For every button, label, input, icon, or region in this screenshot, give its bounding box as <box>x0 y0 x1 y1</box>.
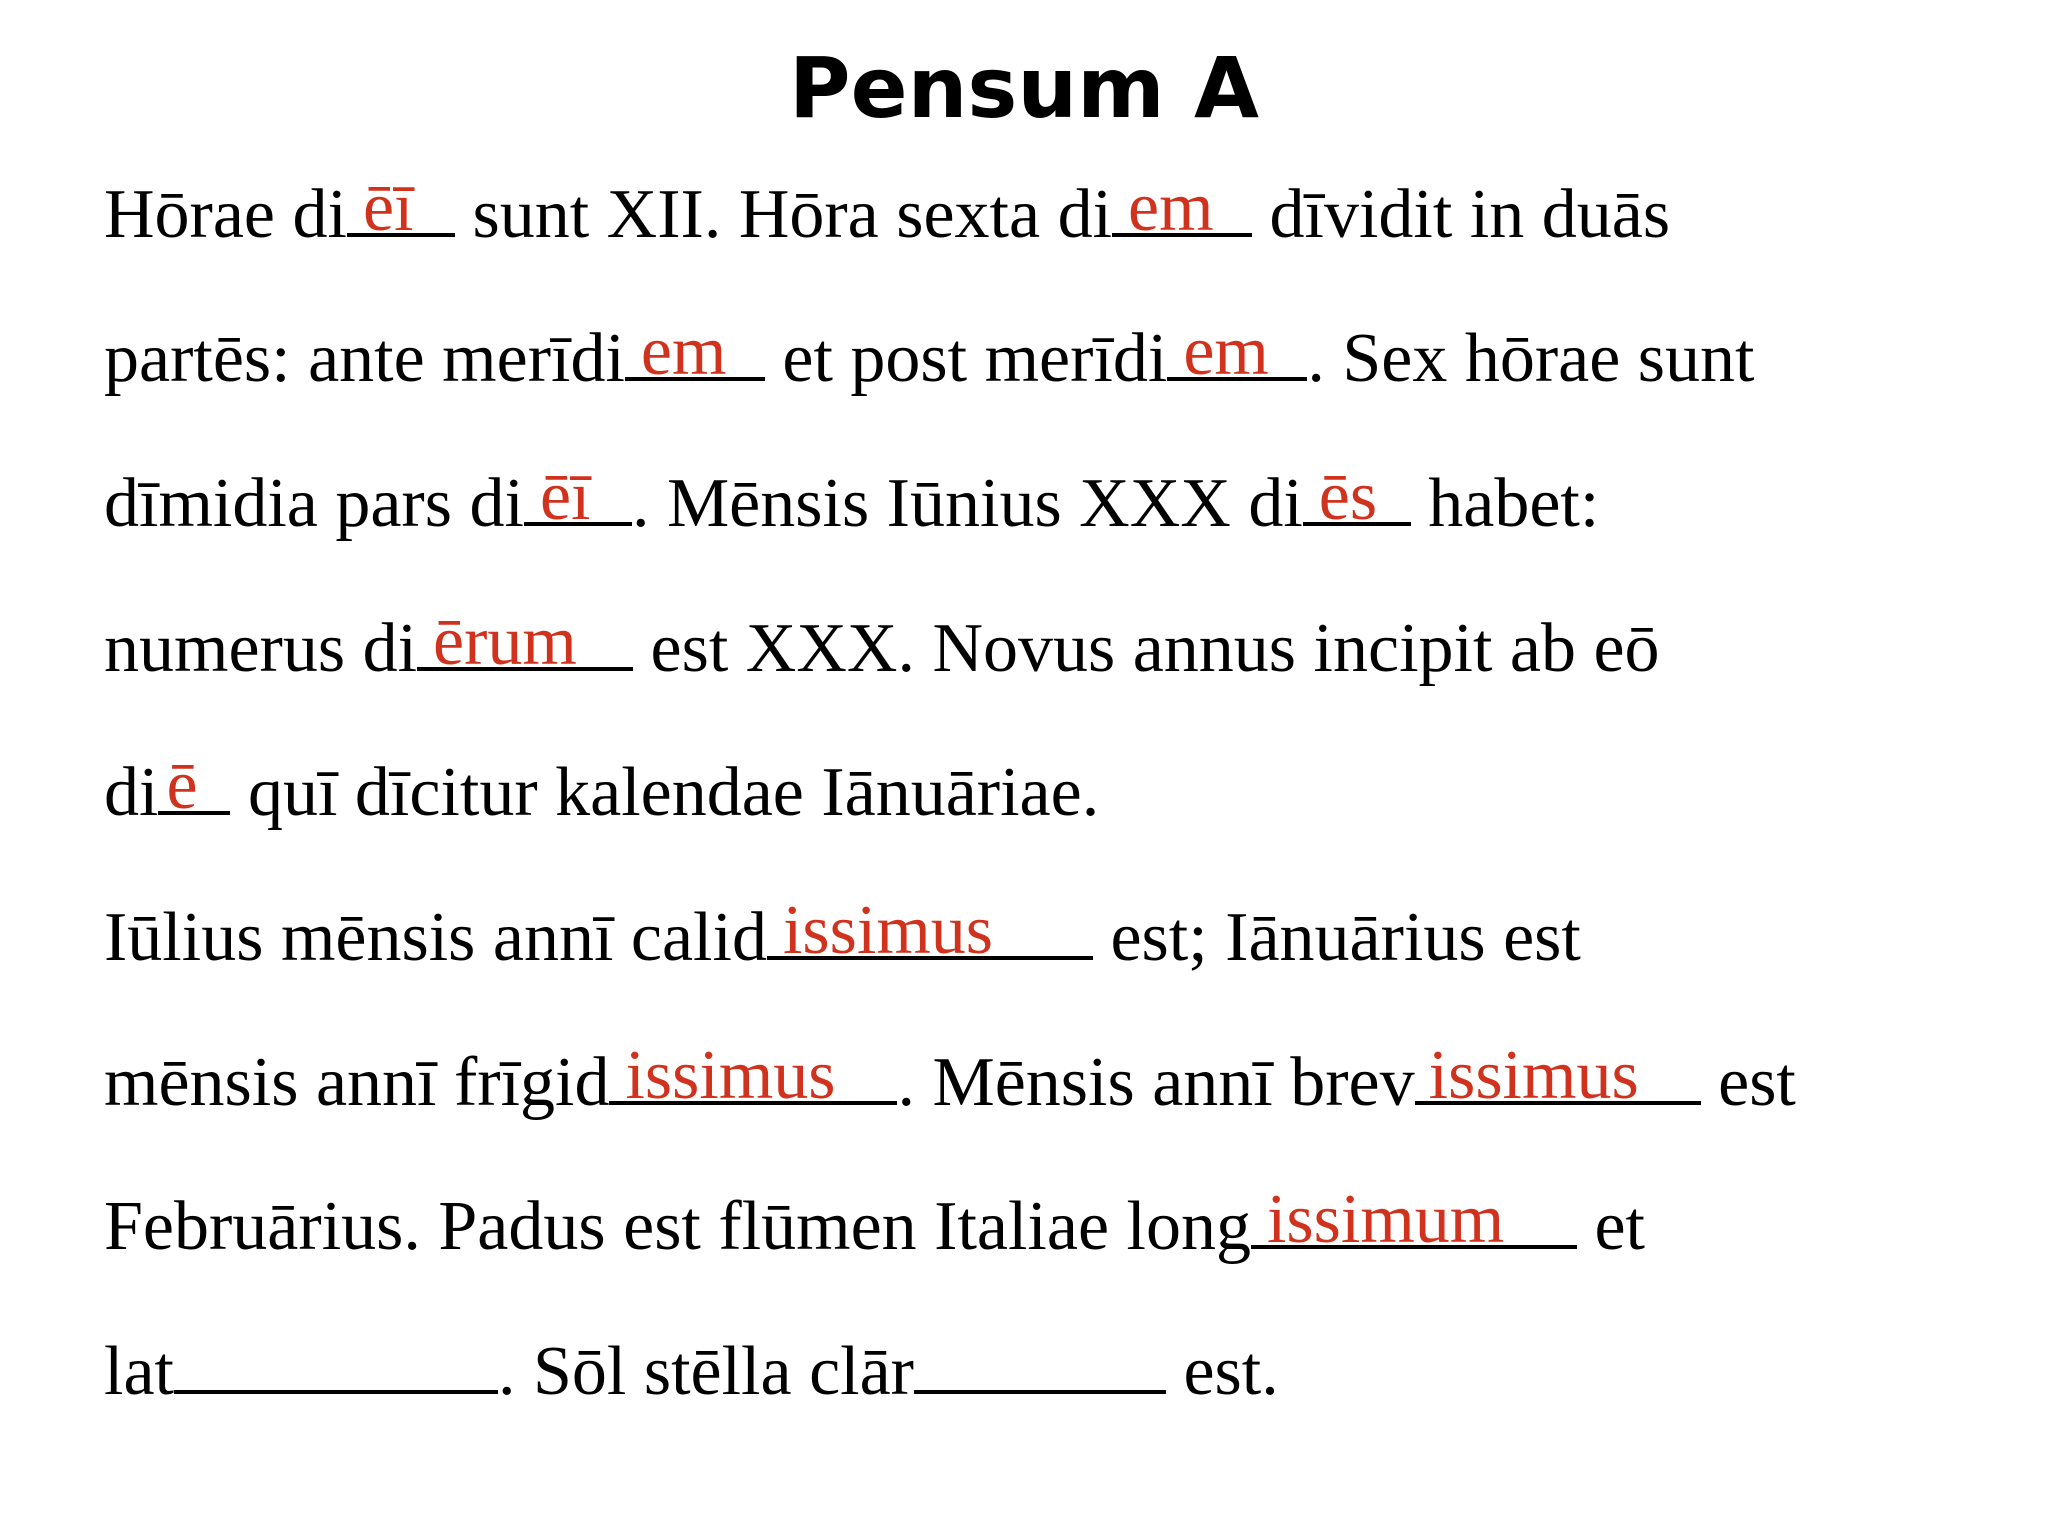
line-7-answer-2: issimus <box>1428 1037 1639 1114</box>
line-4-text-2: est XXX. Novus annus incipit ab eō <box>633 610 1660 687</box>
text-line-1 <box>104 170 1670 260</box>
line-2-blank-1[interactable] <box>625 313 765 390</box>
line-5-text-1: di <box>104 754 159 831</box>
line-4-blank-1[interactable] <box>417 603 633 680</box>
line-1-blank-1[interactable] <box>347 169 455 246</box>
text-line-9 <box>104 1327 1279 1417</box>
text-line-2 <box>104 314 1754 404</box>
line-6-answer-1: issimus <box>782 892 994 969</box>
text-line-8 <box>104 1182 1645 1272</box>
page-title: Pensum A <box>789 39 1259 137</box>
line-7-blank-2[interactable] <box>1415 1037 1701 1114</box>
line-8-blank-1[interactable] <box>1251 1181 1577 1258</box>
line-3-text-1: dīmidia pars di <box>104 465 524 542</box>
line-9-text-3: est. <box>1165 1333 1279 1410</box>
text-line-7 <box>104 1038 1796 1128</box>
line-1-blank-2[interactable] <box>1112 169 1252 246</box>
line-7-answer-1: issimus <box>625 1037 836 1114</box>
line-8-text-1: Februārius. Padus est flūmen Italiae long <box>104 1188 1251 1265</box>
line-1-text-2: sunt XII. Hōra sexta di <box>454 176 1113 253</box>
line-1-answer-1: ēī <box>362 169 414 246</box>
line-5-blank-1[interactable] <box>158 747 230 824</box>
text-line-3 <box>104 459 1599 549</box>
line-6-blank-1[interactable] <box>767 892 1093 969</box>
line-9-text-1: lat <box>104 1333 174 1410</box>
line-8-answer-1: issimum <box>1266 1181 1505 1258</box>
line-4-answer-1: ērum <box>433 603 577 680</box>
line-1-text-1: Hōrae di <box>104 176 347 253</box>
line-1-answer-2: em <box>1128 169 1214 246</box>
line-2-answer-2: em <box>1183 313 1269 390</box>
line-7-text-2: . Mēnsis annī brev <box>897 1044 1415 1121</box>
line-2-text-3: . Sex hōrae sunt <box>1307 320 1755 397</box>
line-3-answer-1: ēī <box>539 458 591 535</box>
line-2-answer-1: em <box>640 313 727 390</box>
line-4-text-1: numerus di <box>104 610 418 687</box>
line-9-blank-2[interactable] <box>914 1328 1166 1394</box>
text-line-4 <box>104 604 1660 694</box>
text-line-5 <box>104 748 1099 838</box>
line-3-answer-2: ēs <box>1318 458 1378 535</box>
line-9-text-2: . Sōl stēlla clār <box>497 1333 914 1410</box>
line-6-text-1: Iūlius mēnsis annī calid <box>104 899 767 976</box>
line-5-answer-1: ē <box>166 747 198 824</box>
line-3-blank-1[interactable] <box>524 458 632 535</box>
line-5-text-2: quī dīcitur kalendae Iānuāriae. <box>230 754 1100 831</box>
line-1-text-3: dīvidit in duās <box>1252 176 1671 253</box>
line-6-text-2: est; Iānuārius est <box>1092 899 1581 976</box>
line-2-text-1: partēs: ante merīdi <box>104 320 625 397</box>
line-3-text-2: . Mēnsis Iūnius XXX di <box>631 465 1303 542</box>
line-3-text-3: habet: <box>1410 465 1600 542</box>
line-7-blank-1[interactable] <box>609 1037 897 1114</box>
line-7-text-1: mēnsis annī frīgid <box>104 1044 610 1121</box>
line-2-text-2: et post merīdi <box>764 320 1168 397</box>
line-2-blank-2[interactable] <box>1167 313 1307 390</box>
line-3-blank-2[interactable] <box>1303 458 1411 535</box>
line-7-text-3: est <box>1700 1044 1796 1121</box>
text-line-6 <box>104 893 1581 983</box>
line-8-text-2: et <box>1576 1188 1645 1265</box>
line-9-blank-1[interactable] <box>174 1328 498 1394</box>
